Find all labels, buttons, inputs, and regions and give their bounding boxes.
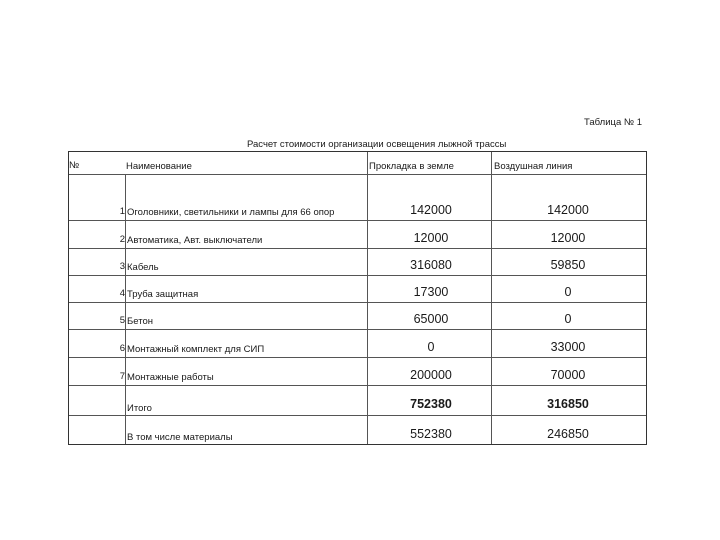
row-ground-value: 142000 — [410, 203, 452, 217]
row-ground-value: 200000 — [410, 368, 452, 382]
grid-line — [69, 302, 646, 303]
table-title: Расчет стоимости организации освещения лыжной трассы — [247, 139, 507, 150]
grid-line — [69, 275, 646, 276]
row-air-value: 33000 — [550, 340, 586, 354]
row-name: Кабель — [127, 262, 159, 273]
row-ground-value: 316080 — [410, 258, 452, 272]
row-name: Оголовники, светильники и лампы для 66 опор — [127, 207, 335, 218]
grid-line — [69, 248, 646, 249]
grid-line — [367, 152, 368, 444]
row-air-value: 0 — [564, 285, 572, 299]
grid-line — [491, 152, 492, 444]
total-ground-value: 752380 — [410, 397, 452, 411]
grid-line — [69, 415, 646, 416]
row-air-value: 0 — [564, 312, 572, 326]
materials-air-value: 246850 — [547, 427, 589, 441]
row-number: 1 — [119, 206, 125, 217]
row-number: 2 — [119, 234, 125, 245]
table-caption: Таблица № 1 — [584, 117, 643, 128]
row-name: Монтажные работы — [127, 372, 214, 383]
row-number: 5 — [119, 315, 125, 326]
materials-label: В том числе материалы — [127, 432, 233, 443]
row-number: 6 — [119, 343, 125, 354]
row-air-value: 70000 — [550, 368, 586, 382]
row-ground-value: 65000 — [413, 312, 449, 326]
row-number: 7 — [119, 371, 125, 382]
header-number: № — [69, 160, 80, 171]
row-name: Автоматика, Авт. выключатели — [127, 235, 263, 246]
total-air-value: 316850 — [547, 397, 589, 411]
grid-line — [69, 385, 646, 386]
grid-line — [69, 357, 646, 358]
grid-line — [125, 174, 126, 444]
row-name: Бетон — [127, 316, 153, 327]
row-air-value: 142000 — [547, 203, 589, 217]
grid-line — [69, 220, 646, 221]
row-number: 3 — [119, 261, 125, 272]
row-name: Монтажный комплект для СИП — [127, 344, 265, 355]
row-name: Труба защитная — [127, 289, 199, 300]
header-air: Воздушная линия — [494, 161, 573, 172]
row-ground-value: 17300 — [413, 285, 449, 299]
row-air-value: 59850 — [550, 258, 586, 272]
grid-line — [69, 329, 646, 330]
row-air-value: 12000 — [550, 231, 586, 245]
grid-line — [69, 174, 646, 175]
header-ground: Прокладка в земле — [369, 161, 454, 172]
row-ground-value: 0 — [427, 340, 435, 354]
header-name: Наименование — [126, 161, 192, 172]
total-label: Итого — [127, 403, 152, 414]
materials-ground-value: 552380 — [410, 427, 452, 441]
row-ground-value: 12000 — [413, 231, 449, 245]
row-number: 4 — [119, 288, 125, 299]
